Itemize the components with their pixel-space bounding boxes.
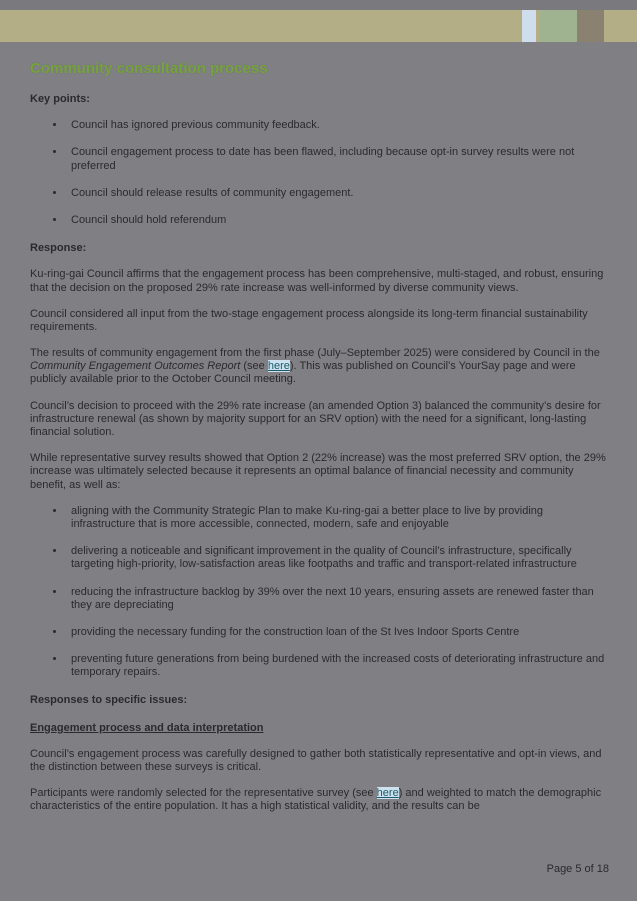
key-points-heading: Key points: (30, 93, 90, 105)
document-body (0, 42, 637, 814)
paragraph: Council’s engagement process was carefully designed to gather both statistically representative and opt-in views, and the distinction between these surveys is critical. (30, 747, 602, 773)
paragraph-text: ). This was published on Council’s YourSay page and were publicly available prior to the October Council meeting. (30, 360, 576, 386)
response-heading: Response: (30, 242, 87, 255)
list-item: • aligning with the Community Strategic Plan to make Ku-ring-gai a better place to live by providing infrastructure that is more accessible, connected, modern, safe and enjoyable (66, 505, 609, 531)
page-number: Page 5 of 18 (546, 863, 609, 875)
paragraph (30, 787, 609, 813)
list-item: • reducing the infrastructure backlog by 39% over the next 10 years, ensuring assets are renewed faster than they are depreciating (66, 586, 609, 612)
benefits-list (50, 505, 609, 680)
paragraph (30, 347, 609, 387)
paragraph: Council’s decision to proceed with the 29% rate increase (an amended Option 3) balanced the community’s desire for infrastructure renewal (as shown by majority support for an SRV option) with the need for a significant, long-lasting financial solution. (30, 399, 601, 438)
list-item: • Council should hold referendum (66, 214, 609, 227)
paragraph: While representative survey results showed that Option 2 (22% increase) was the most preferred SRV option, the 29% increase was ultimately selected because it represents an optimal balance of financial necessity and community benefit, as well as: (30, 452, 606, 491)
list-item: • preventing future generations from being burdened with the increased costs of deteriorating infrastructure and temporary repairs. (66, 653, 609, 679)
paragraph: Ku-ring-gai Council affirms that the engagement process has been comprehensive, multi-staged, and robust, ensuring that the decision on the proposed 29% rate increase was well-informed by diverse community views. (30, 268, 604, 294)
paragraph-text: Participants were randomly selected for the representative survey (see (30, 787, 377, 800)
list-item: • providing the necessary funding for the construction loan of the St Ives Indoor Sports Centre (66, 626, 609, 639)
list-item: • Council engagement process to date has been flawed, including because opt-in survey results were not preferred (66, 146, 609, 172)
key-points-list (50, 119, 609, 227)
paragraph: Council considered all input from the two-stage engagement process alongside its long-term financial sustainability requirements. (30, 307, 588, 333)
document-header-banner (0, 10, 637, 42)
banner-accent-blue-block (522, 10, 536, 42)
representative-survey-link[interactable]: here (376, 787, 399, 800)
paragraph-text: ) and weighted to match the demographic characteristics of the entire population. It has a high statistical validity, and the results can be (30, 787, 602, 813)
engagement-subheading: Engagement process and data interpretation (30, 721, 264, 734)
banner-accent-green-block (539, 10, 577, 42)
page-top-strip (0, 0, 637, 10)
report-title-italic: Community Engagement Outcomes Report (30, 360, 241, 373)
banner-accent-brown-block (577, 10, 604, 42)
page-title: Community consultation process (30, 60, 268, 77)
specific-issues-heading: Responses to specific issues: (30, 694, 188, 707)
paragraph-text: (see (240, 360, 268, 373)
outcomes-report-link[interactable]: here (267, 360, 290, 373)
list-item: • delivering a noticeable and significant improvement in the quality of Council’s infrastructure, specifically targeting high-priority, low-satisfaction areas like footpaths and traffic and transport-related infrastructure (66, 545, 609, 571)
list-item: • Council has ignored previous community feedback. (66, 119, 609, 132)
paragraph-text: The results of community engagement from the first phase (July–September 2025) were considered by Council in the (30, 347, 600, 360)
list-item: • Council should release results of community engagement. (66, 187, 609, 200)
